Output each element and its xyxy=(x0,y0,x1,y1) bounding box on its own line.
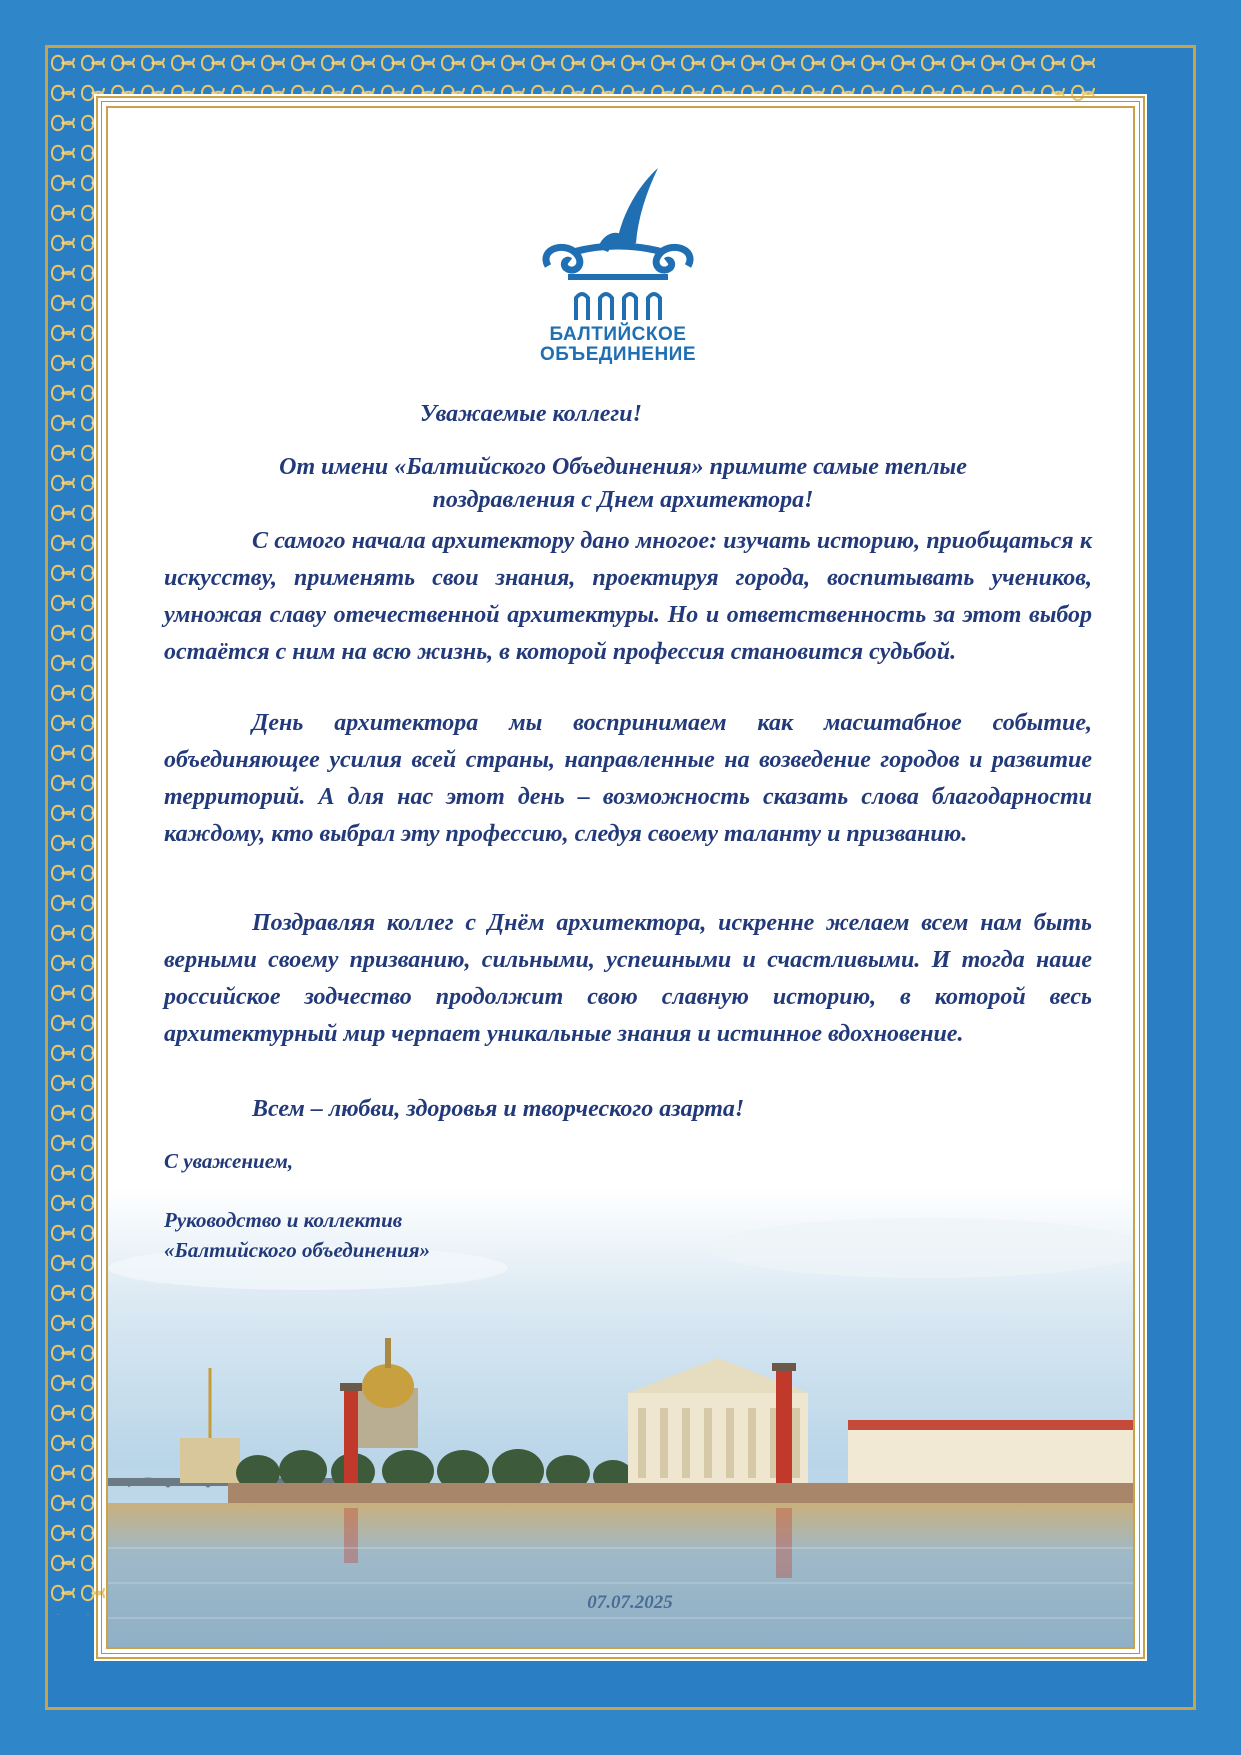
letter-content-area xyxy=(106,106,1135,1649)
signature-line-2: «Балтийского объединения» xyxy=(164,1238,431,1262)
letter-closing: С уважением, xyxy=(164,1149,294,1173)
letter-intro: От имени «Балтийского Объединения» примите самые теплые поздравления с Днем архитектора! xyxy=(279,454,967,513)
seagull-column-logo-icon xyxy=(528,148,708,323)
letter-greeting: Уважаемые коллеги! xyxy=(420,401,642,427)
letter-paragraph-1: С самого начала архитектору дано многое: изучать историю, приобщаться к искусству, применять свои знания, проектируя города, воспитывать учеников, умножая славу отечественной архитектуры. Но и ответственность за этот выбор остаётся с ним на всю жизнь, в которой профессия становится судьбой. xyxy=(164,528,1092,665)
company-logo xyxy=(528,148,708,368)
letter-paragraph-2: День архитектора мы воспринимаем как масштабное событие, объединяющее усилия всей страны, направленные на возведение городов и развитие территорий. А для нас этот день – возможность сказать слова благодарности каждому, кто выбрал эту профессию, следуя своему таланту и призванию. xyxy=(164,710,1092,847)
letter-signature xyxy=(164,1205,564,1265)
letter-paragraph-3: Поздравляя коллег с Днём архитектора, искренне желаем всем нам быть верными своему призванию, сильными, успешными и счастливыми. И тогда наше российское зодчество продолжит свою славную историю, в которой весь архитектурный мир черпает уникальные знания и истинное вдохновение. xyxy=(164,910,1092,1047)
letter-wishes: Всем – любви, здоровья и творческого азарта! xyxy=(252,1096,745,1122)
logo-text-line1: БАЛТИЙСКОЕ xyxy=(549,324,687,345)
signature-line-1: Руководство и коллектив xyxy=(164,1208,403,1232)
logo-text-line2: ОБЪЕДИНЕНИЕ xyxy=(539,344,697,365)
letter-date: 07.07.2025 xyxy=(587,1592,673,1613)
